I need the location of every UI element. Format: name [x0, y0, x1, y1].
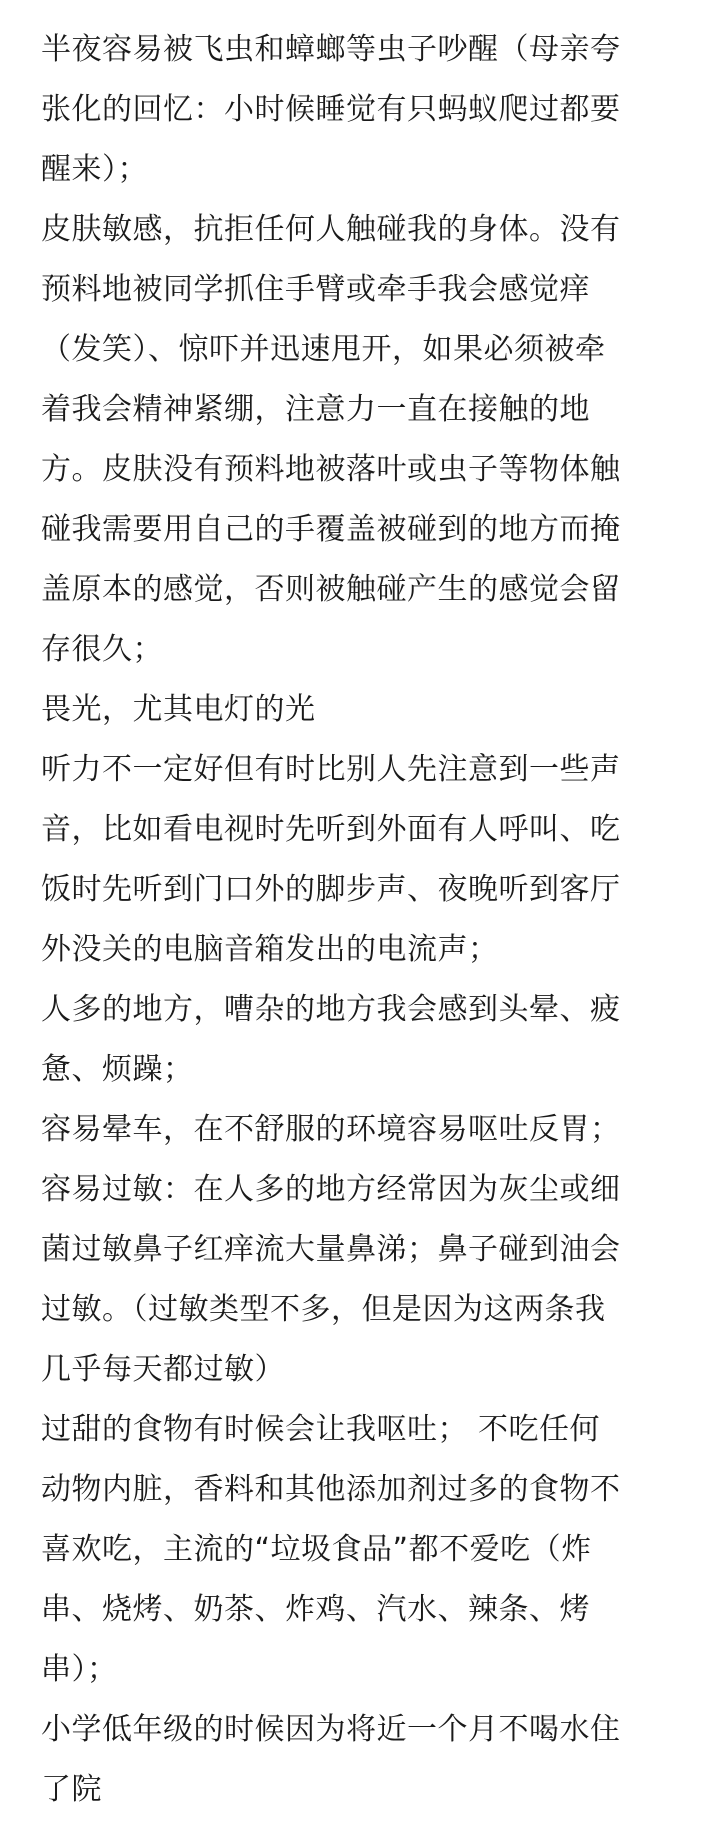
text-line: 存很久； [41, 632, 163, 667]
text-line: 人多的地方，嘈杂的地方我会感到头晕、疲 [41, 992, 621, 1027]
text-line: （发笑）、惊吓并迅速甩开，如果必须被牵 [41, 332, 606, 367]
text-line: 醒来）； [41, 152, 148, 187]
text-line: 饭时先听到门口外的脚步声、夜晚听到客厅 [41, 872, 621, 907]
text-line: 串）； [41, 1652, 118, 1687]
text-line: 过甜的食物有时候会让我呕吐； 不吃任何 [41, 1412, 601, 1447]
text-line: 预料地被同学抓住手臂或牵手我会感觉痒 [41, 272, 590, 307]
text-line: 小学低年级的时候因为将近一个月不喝水住 [41, 1712, 621, 1747]
text-line: 畏光，尤其电灯的光 [41, 692, 316, 727]
text-line: 方。皮肤没有预料地被落叶或虫子等物体触 [41, 452, 621, 487]
text-line: 听力不一定好但有时比别人先注意到一些声 [41, 752, 621, 787]
text-line: 惫、烦躁； [41, 1052, 194, 1087]
text-line: 几乎每天都过敏） [41, 1352, 285, 1387]
text-line: 外没关的电脑音箱发出的电流声； [41, 932, 499, 967]
text-line: 盖原本的感觉，否则被触碰产生的感觉会留 [41, 572, 621, 607]
text-line: 皮肤敏感，抗拒任何人触碰我的身体。没有 [41, 212, 621, 247]
text-line: 喜欢吃，主流的“垃圾食品”都不爱吃（炸 [41, 1532, 592, 1567]
text-line: 了院 [41, 1772, 102, 1807]
text-line: 着我会精神紧绷，注意力一直在接触的地 [41, 392, 590, 427]
text-line: 过敏。（过敏类型不多，但是因为这两条我 [41, 1292, 606, 1327]
text-line: 串、烧烤、奶茶、炸鸡、汽水、辣条、烤 [41, 1592, 590, 1627]
text-line: 半夜容易被飞虫和蟑螂等虫子吵醒（母亲夸 [41, 32, 621, 67]
article-body [41, 20, 681, 1820]
text-line: 音，比如看电视时先听到外面有人呼叫、吃 [41, 812, 621, 847]
text-line: 动物内脏，香料和其他添加剂过多的食物不 [41, 1472, 621, 1507]
text-line: 菌过敏鼻子红痒流大量鼻涕；鼻子碰到油会 [41, 1232, 621, 1267]
text-line: 张化的回忆：小时候睡觉有只蚂蚁爬过都要 [41, 92, 621, 127]
text-line: 容易晕车，在不舒服的环境容易呕吐反胃； [41, 1112, 621, 1147]
text-line: 容易过敏：在人多的地方经常因为灰尘或细 [41, 1172, 621, 1207]
text-line: 碰我需要用自己的手覆盖被碰到的地方而掩 [41, 512, 621, 547]
